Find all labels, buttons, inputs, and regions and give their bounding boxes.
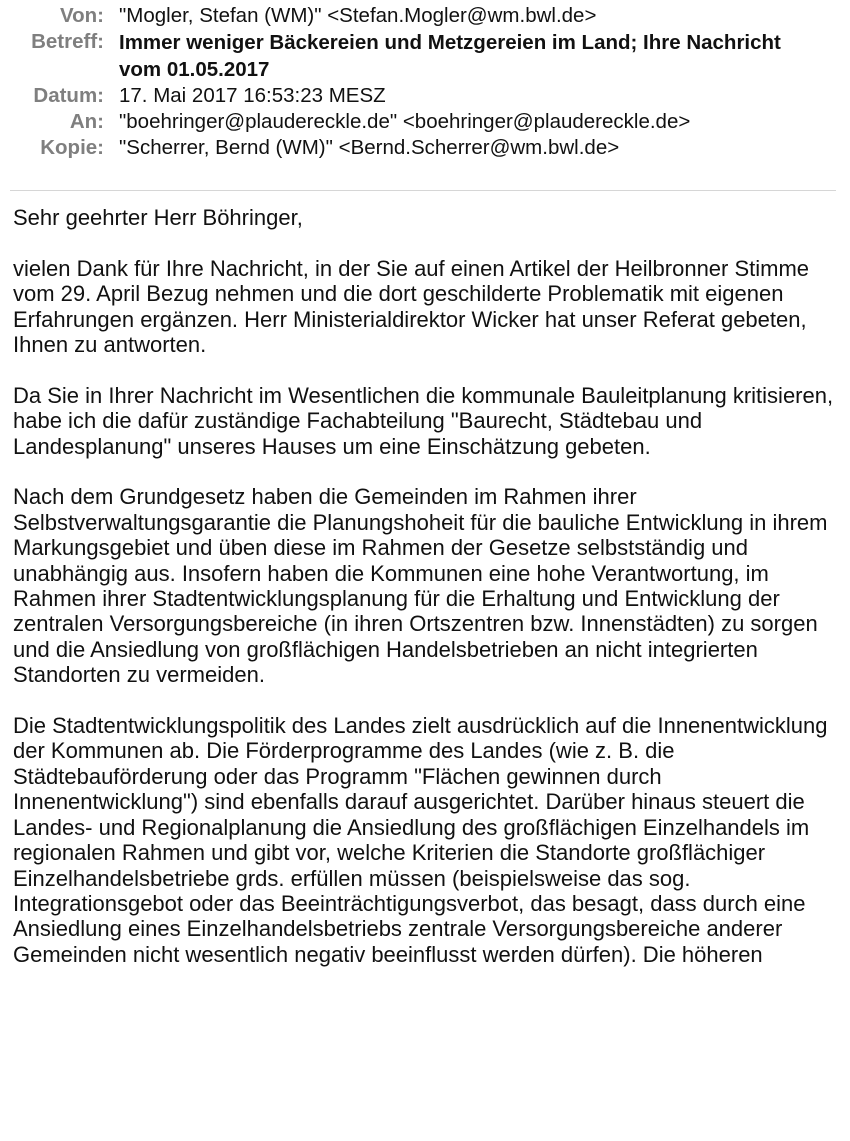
subject-value: Immer weniger Bäckereien und Metzgereien im Land; Ihre Nachricht vom 01.05.2017 [119, 31, 781, 81]
salutation: Sehr geehrter Herr Böhringer, [13, 205, 303, 230]
message-body [13, 205, 841, 993]
email-header [0, 3, 850, 161]
header-divider [10, 190, 836, 191]
paragraph-2: Da Sie in Ihrer Nachricht im Wesentlichen die kommunale Bauleitplanung kritisieren, habe ich die dafür zuständige Fachabteilung "Baurecht, Städtebau und Landesplanung" unseres Hauses um eine Einschätzung gebeten. [13, 382, 834, 459]
paragraph-4: Die Stadtentwicklungspolitik des Landes zielt ausdrücklich auf die Innenentwicklung der Kommunen ab. Die Förderprogramme des Landes (wie z. B. die Städtebauförderung oder das Programm "Flächen gewinnen durch Innenentwicklung") sind ebenfalls darauf ausgerichtet. Darüber hinaus steuert die Landes- und Regionalplanung die Ansiedlung des großflächigen Einzelhandels im regionalen Rahmen und gibt vor, welche Kriterien die Standorte großflächiger Einzelhandelsbetriebe grds. erfüllen müssen (beispielsweise das sog. Integrationsgebot oder das Beeinträchtigungsverbot, das besagt, dass durch eine Ansiedlung eines Einzelhandelsbetriebs zentrale Versorgungsbereiche anderer Gemeinden nicht wesentlich negativ beeinflusst werden dürfen). Die höheren [13, 713, 828, 967]
from-value[interactable]: "Mogler, Stefan (WM)" <Stefan.Mogler@wm.bwl.de> [119, 4, 597, 27]
to-value[interactable]: "boehringer@plaudereckle.de" <boehringer@plaudereckle.de> [119, 110, 691, 133]
date-row [0, 83, 850, 109]
paragraph-1: vielen Dank für Ihre Nachricht, in der Sie auf einen Artikel der Heilbronner Stimme vom 29. April Bezug nehmen und die dort geschilderte Problematik mit eigenen Erfahrungen ergänzen. Herr Ministerialdirektor Wicker hat unser Referat gebeten, Ihnen zu antworten. [13, 255, 810, 358]
date-value: 17. Mai 2017 16:53:23 MESZ [119, 84, 386, 107]
to-label: An: [69, 110, 104, 133]
cc-row [0, 135, 850, 161]
from-row [0, 3, 850, 29]
subject-label: Betreff: [31, 30, 104, 53]
paragraph-3: Nach dem Grundgesetz haben die Gemeinden im Rahmen ihrer Selbstverwaltungsgarantie die Planungshoheit für die bauliche Entwicklung in ihrem Markungsgebiet und üben diese im Rahmen der Gesetze selbstständig und unabhängig aus. Insofern haben die Kommunen eine hohe Verantwortung, im Rahmen ihrer Stadtentwicklungsplanung für die Erhaltung und Entwicklung der zentralen Versorgungsbereiche (in ihren Ortszentren bzw. Innenstädten) zu sorgen und die Ansiedlung von großflächigen Handelsbetrieben an nicht integrierten Standorten zu vermeiden. [13, 484, 828, 688]
cc-label: Kopie: [40, 136, 104, 159]
date-label: Datum: [33, 84, 104, 107]
to-row [0, 109, 850, 135]
from-label: Von: [59, 4, 104, 27]
cc-value[interactable]: "Scherrer, Bernd (WM)" <Bernd.Scherrer@wm.bwl.de> [119, 136, 620, 159]
subject-row [0, 29, 850, 83]
